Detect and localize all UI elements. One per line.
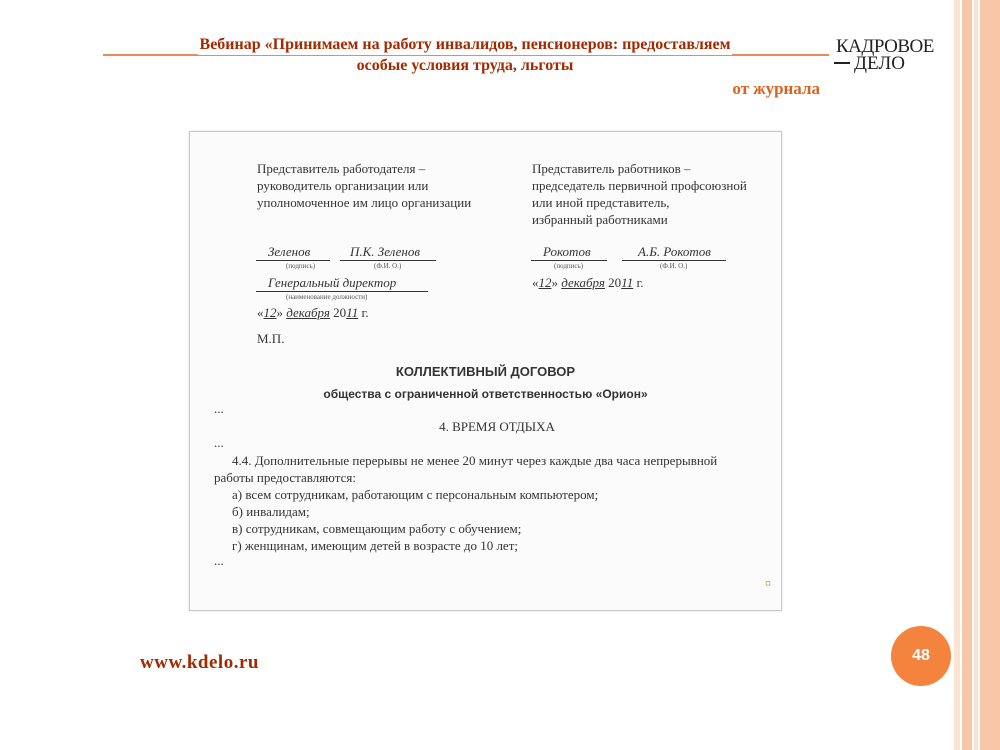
- employer-signature-line: [256, 260, 330, 261]
- webinar-title-line1: Вебинар «Принимаем на работу инвалидов, пенсионеров: предоставляем: [199, 36, 731, 53]
- webinar-title-line2: особые условия труда, льготы: [356, 57, 574, 74]
- employees-date: «12» декабря 2011 г.: [532, 275, 644, 290]
- clause-item: а) всем сотрудникам, работающим с персональным компьютером;: [232, 487, 599, 502]
- employer-date: «12» декабря 2011 г.: [257, 305, 369, 320]
- website-link[interactable]: www.kdelo.ru: [140, 652, 259, 673]
- employer-line: уполномоченное им лицо организации: [257, 195, 472, 210]
- employees-line: или иной представитель,: [532, 195, 670, 210]
- contract-title: КОЛЛЕКТИВНЫЙ ДОГОВОР: [395, 364, 576, 379]
- contract-document: [189, 131, 782, 611]
- logo-line2: ДЕЛО: [854, 53, 905, 74]
- clause-item: б) инвалидам;: [232, 504, 310, 519]
- section-heading: 4. ВРЕМЯ ОТДЫХА: [439, 419, 555, 434]
- employer-position-line: [256, 291, 428, 292]
- employer-name: П.К. Зеленов: [350, 244, 421, 259]
- employer-position-caption: (наименование должности): [286, 293, 368, 301]
- logo-rule: [834, 62, 850, 64]
- logo-line1: КАДРОВОЕ: [836, 36, 934, 57]
- employees-name: А.Б. Рокотов: [638, 244, 711, 259]
- stamp-placeholder: М.П.: [257, 331, 285, 346]
- employer-line: руководитель организации или: [257, 178, 429, 193]
- employer-name-caption: (Ф.И. О.): [374, 262, 402, 270]
- employer-sig-caption: (подпись): [286, 262, 316, 270]
- clause-item: г) женщинам, имеющим детей в возрасте до 10 лет;: [232, 538, 518, 553]
- clause-item: в) сотрудникам, совмещающим работу с обучением;: [232, 521, 522, 536]
- clause-line: работы предоставляются:: [214, 470, 356, 485]
- contract-subtitle: общества с ограниченной ответственностью «Орион»: [323, 387, 648, 401]
- employees-sig-caption: (подпись): [554, 262, 584, 270]
- employees-signature-line: [531, 260, 607, 261]
- ellipsis: ...: [214, 435, 224, 450]
- from-journal-label: от журнала: [732, 79, 820, 98]
- end-mark-icon: ¤: [765, 576, 771, 590]
- employees-line: избранный работниками: [532, 212, 668, 227]
- employer-name-line: [340, 260, 436, 261]
- kadrovoe-delo-logo: [832, 36, 940, 78]
- decorative-stripes: [954, 0, 1000, 750]
- employees-line: председатель первичной профсоюзной: [532, 178, 747, 193]
- ellipsis: ...: [214, 401, 224, 416]
- ellipsis: ...: [214, 553, 224, 568]
- clause-line: 4.4. Дополнительные перерывы не менее 20 минут через каждые два часа непрерывной: [232, 453, 718, 468]
- employer-signature: Зеленов: [268, 244, 311, 259]
- employer-position: Генеральный директор: [268, 275, 397, 290]
- employer-line: Представитель работодателя –: [257, 161, 426, 176]
- employees-name-line: [622, 260, 726, 261]
- webinar-title: [100, 34, 830, 76]
- employees-signature: Рокотов: [543, 244, 591, 259]
- employees-line: Представитель работников –: [532, 161, 691, 176]
- page-number-badge: 48: [891, 626, 951, 686]
- employees-name-caption: (Ф.И. О.): [660, 262, 688, 270]
